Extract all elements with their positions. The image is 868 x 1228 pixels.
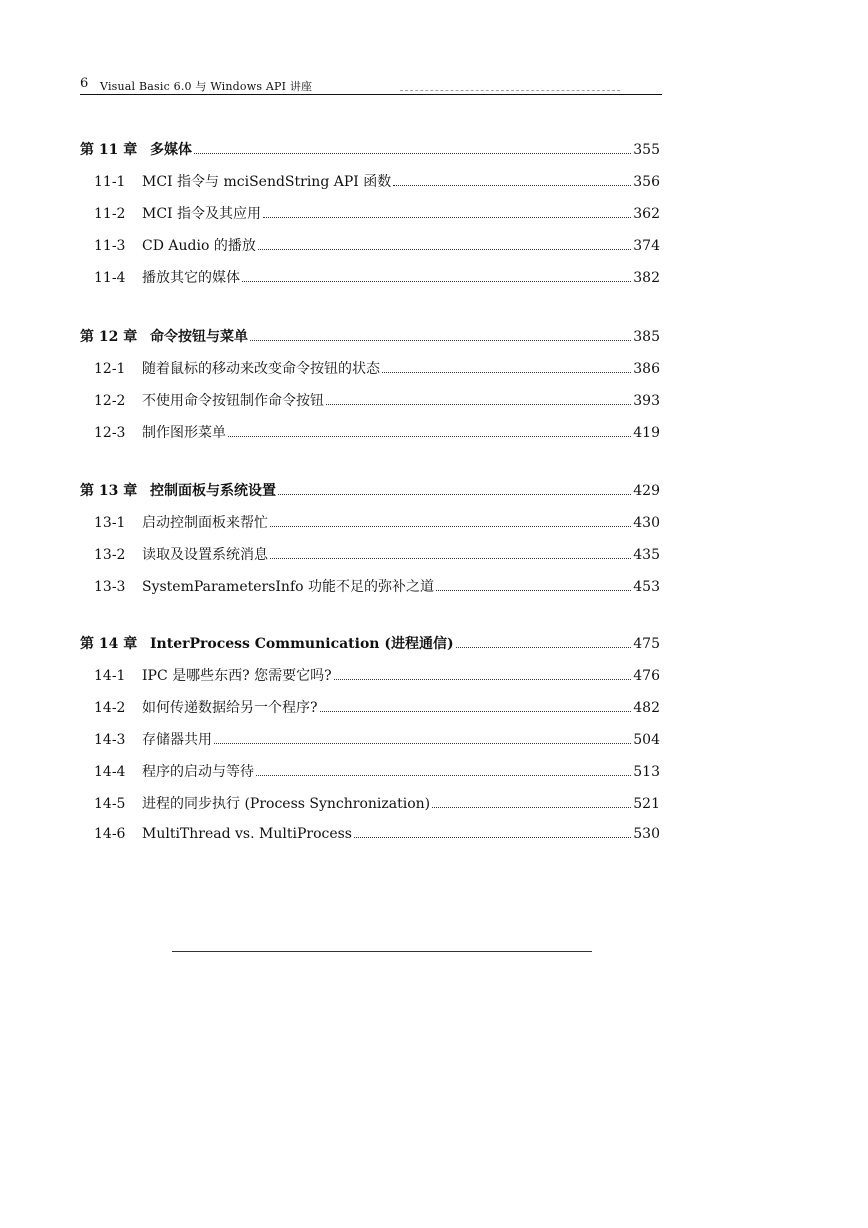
chapter-title: 控制面板与系统设置 xyxy=(150,483,276,499)
toc-section-14-1[interactable] xyxy=(80,665,660,685)
page-ref: 513 xyxy=(633,764,660,780)
dot-leader xyxy=(278,493,631,495)
page-ref: 382 xyxy=(633,270,660,286)
toc-section-14-2[interactable] xyxy=(80,697,660,717)
section-title: MultiThread vs. MultiProcess xyxy=(142,826,352,842)
dot-leader xyxy=(214,742,631,744)
toc-section-13-1[interactable] xyxy=(80,512,660,532)
section-title: 制作图形菜单 xyxy=(142,425,226,441)
page-ref: 419 xyxy=(633,425,660,441)
section-title: 程序的启动与等待 xyxy=(142,764,254,780)
dot-leader xyxy=(334,678,632,680)
dot-leader xyxy=(242,280,631,282)
toc-section-12-1[interactable] xyxy=(80,358,660,378)
dot-leader xyxy=(456,646,632,648)
page-ref: 356 xyxy=(633,174,660,190)
toc-section-13-3[interactable] xyxy=(80,576,660,596)
dot-leader xyxy=(250,339,631,341)
dot-leader xyxy=(263,216,631,218)
dot-leader xyxy=(194,152,631,154)
section-title: 播放其它的媒体 xyxy=(142,270,240,286)
page-ref: 385 xyxy=(633,329,660,345)
page-ref: 429 xyxy=(633,483,660,499)
page-ref: 374 xyxy=(633,238,660,254)
toc-section-12-3[interactable] xyxy=(80,422,660,442)
section-number: 14-2 xyxy=(94,700,126,716)
toc-section-11-4[interactable] xyxy=(80,267,660,287)
page-ref: 504 xyxy=(633,732,660,748)
section-title: MCI 指令及其应用 xyxy=(142,206,262,222)
chapter-number: 第 14 章 xyxy=(80,636,138,652)
toc-section-12-2[interactable] xyxy=(80,390,660,410)
section-title: SystemParametersInfo 功能不足的弥补之道 xyxy=(142,579,435,595)
section-number: 14-4 xyxy=(94,764,126,780)
section-title: MCI 指令与 mciSendString API 函数 xyxy=(142,174,392,190)
section-number: 14-1 xyxy=(94,668,126,684)
toc-section-14-5[interactable] xyxy=(80,793,660,813)
dot-leader xyxy=(436,589,631,591)
section-number: 11-3 xyxy=(94,238,126,254)
page-ref: 453 xyxy=(633,579,660,595)
section-title: 存储器共用 xyxy=(142,732,212,748)
dot-leader xyxy=(270,557,631,559)
section-number: 12-2 xyxy=(94,393,126,409)
section-title: 如何传递数据给另一个程序? xyxy=(142,700,318,716)
dot-leader xyxy=(258,248,631,250)
dot-leader xyxy=(354,836,631,838)
dot-leader xyxy=(270,525,631,527)
section-number: 13-3 xyxy=(94,579,126,595)
page-ref: 393 xyxy=(633,393,660,409)
page-ref: 386 xyxy=(633,361,660,377)
section-title: 启动控制面板来帮忙 xyxy=(142,515,268,531)
section-title: 进程的同步执行 (Process Synchronization) xyxy=(142,796,431,812)
section-title: CD Audio 的播放 xyxy=(142,238,256,254)
dot-leader xyxy=(228,435,631,437)
toc-chapter-11[interactable] xyxy=(80,139,660,159)
chapter-number: 第 11 章 xyxy=(80,142,138,158)
section-title: 不使用命令按钮制作命令按钮 xyxy=(142,393,324,409)
section-title: 随着鼠标的移动来改变命令按钮的状态 xyxy=(142,361,380,377)
bottom-rule xyxy=(172,951,592,952)
section-number: 13-1 xyxy=(94,515,126,531)
dot-leader xyxy=(326,403,631,405)
page-ref: 435 xyxy=(633,547,660,563)
toc-chapter-14[interactable] xyxy=(80,633,660,653)
section-title: IPC 是哪些东西? 您需要它吗? xyxy=(142,668,332,684)
toc-section-14-6[interactable] xyxy=(80,826,660,846)
section-title: 读取及设置系统消息 xyxy=(142,547,268,563)
page-ref: 482 xyxy=(633,700,660,716)
page-ref: 355 xyxy=(633,142,660,158)
dot-leader xyxy=(393,184,631,186)
page-ref: 530 xyxy=(633,826,660,842)
section-number: 11-4 xyxy=(94,270,126,286)
page-number: 6 xyxy=(80,76,89,91)
page-ref: 475 xyxy=(633,636,660,652)
chapter-number: 第 12 章 xyxy=(80,329,138,345)
toc-section-11-3[interactable] xyxy=(80,235,660,255)
toc-section-11-2[interactable] xyxy=(80,203,660,223)
section-number: 14-5 xyxy=(94,796,126,812)
section-number: 11-1 xyxy=(94,174,126,190)
section-number: 13-2 xyxy=(94,547,126,563)
chapter-title: InterProcess Communication (进程通信) xyxy=(150,636,454,652)
toc-section-14-3[interactable] xyxy=(80,729,660,749)
chapter-title: 命令按钮与菜单 xyxy=(150,329,248,345)
toc-section-14-4[interactable] xyxy=(80,761,660,781)
toc-chapter-13[interactable] xyxy=(80,480,660,500)
section-number: 14-3 xyxy=(94,732,126,748)
section-number: 14-6 xyxy=(94,826,126,842)
page-ref: 362 xyxy=(633,206,660,222)
chapter-title: 多媒体 xyxy=(150,142,192,158)
running-header-title: Visual Basic 6.0 与 Windows API 讲座 xyxy=(100,80,313,93)
dot-leader xyxy=(256,774,631,776)
toc-section-11-1[interactable] xyxy=(80,171,660,191)
dot-leader xyxy=(382,371,631,373)
section-number: 11-2 xyxy=(94,206,126,222)
page-ref: 476 xyxy=(633,668,660,684)
page-ref: 521 xyxy=(633,796,660,812)
page-ref: 430 xyxy=(633,515,660,531)
dot-leader xyxy=(320,710,632,712)
section-number: 12-1 xyxy=(94,361,126,377)
toc-chapter-12[interactable] xyxy=(80,326,660,346)
section-number: 12-3 xyxy=(94,425,126,441)
toc-section-13-2[interactable] xyxy=(80,544,660,564)
dot-leader xyxy=(432,806,631,808)
chapter-number: 第 13 章 xyxy=(80,483,138,499)
